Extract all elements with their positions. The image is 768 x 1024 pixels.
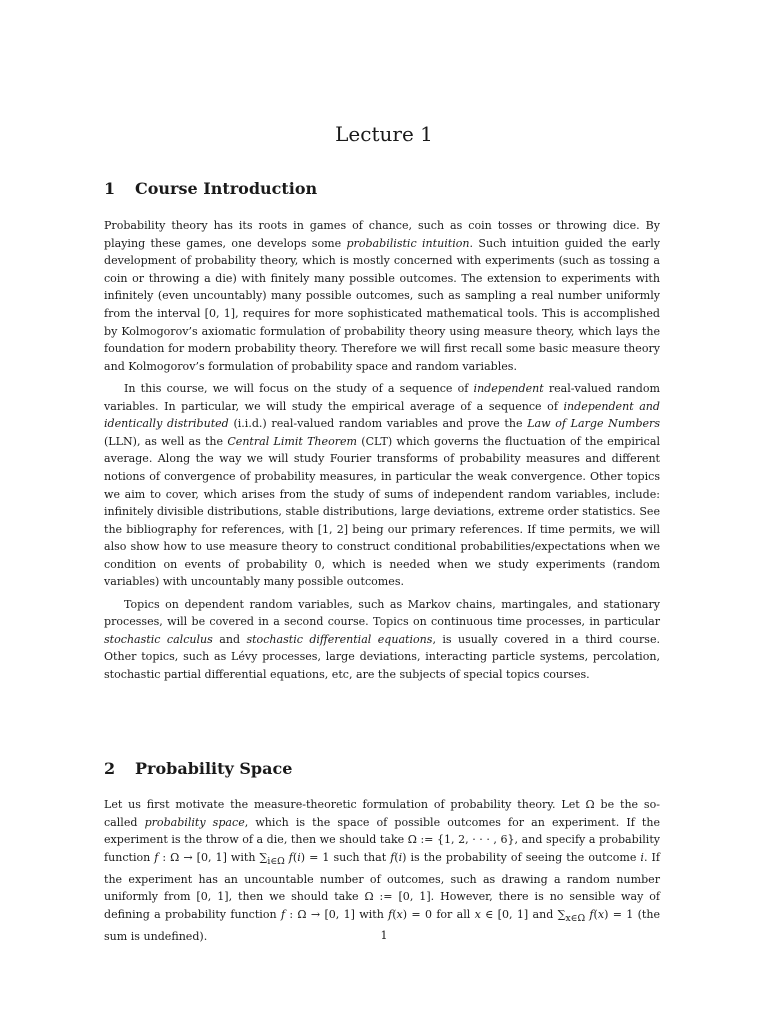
text-run: ) is the probability of seeing the outcome <box>402 850 641 864</box>
subscript-text: x∈Ω <box>565 912 586 924</box>
text-run: . Such intuition guided the early development of probability theory, which is mostly concerned with experiments (such as tossing a coin or throwing a die) with finitely many possible outcomes. The extension to experiments with infinitely (even uncountably) many possible outcomes, such as sampling a real number uniformly from the interval [0, 1], requires for more sophisticated mathematical tools. This is accomplished by Kolmogorov’s axiomatic formulation of probability theory using measure theory, which lays the foundation for modern probability theory. Therefore we will first recall some basic measure theory and Kolmogorov’s formulation of probability space and random variables. <box>104 236 660 373</box>
text-run: ∈ [0, 1] and ∑ <box>480 907 566 921</box>
emphasis-text: probabilistic intuition <box>346 236 470 250</box>
section-title: Probability Space <box>135 759 293 778</box>
text-run: Topics on dependent random variables, such as Markov chains, martingales, and stationary processes, will be covered in a second course. Topics on continuous time processes, in particular <box>104 597 660 629</box>
paragraph <box>104 596 660 684</box>
text-run: (LLN), as well as the <box>104 434 228 448</box>
text-run: ( <box>593 907 598 921</box>
text-run: ) = 1 such that <box>300 850 391 864</box>
text-run: and <box>212 632 247 646</box>
section-title: Course Introduction <box>135 179 318 198</box>
emphasis-text: f <box>288 850 293 864</box>
section-body-course-introduction <box>104 217 660 688</box>
text-run: ( <box>292 850 298 864</box>
emphasis-text: Central Limit Theorem <box>227 434 358 448</box>
section-heading-probability-space <box>104 758 664 780</box>
emphasis-text: f <box>154 850 159 864</box>
text-run: . If the experiment has an uncountable number of outcomes, such as drawing a random number uniformly from [0, 1], then we should take Ω := [0, 1]. However, there is no sensible way of defining a probability function <box>104 850 660 921</box>
subscript-text: i∈Ω <box>267 855 285 867</box>
lecture-title: Lecture 1 <box>335 122 433 146</box>
emphasis-text: x <box>396 907 403 921</box>
emphasis-text: probability space <box>144 815 245 829</box>
section-number: 1 <box>104 179 116 198</box>
emphasis-text: x <box>597 907 605 921</box>
paragraph <box>104 380 660 591</box>
section-heading-course-introduction <box>104 178 664 200</box>
emphasis-text: x <box>474 907 481 921</box>
text-run: : Ω → [0, 1] with <box>285 907 389 921</box>
emphasis-text: independent and identically distributed <box>104 399 660 431</box>
emphasis-text: stochastic differential equations <box>246 632 433 646</box>
emphasis-text: independent <box>473 381 544 395</box>
text-run: ) = 1 (the sum is undefined). <box>104 907 661 943</box>
page-number: 1 <box>380 929 388 942</box>
section-number: 2 <box>104 759 116 778</box>
text-run: , is usually covered in a third course. Other topics, such as Lévy processes, large deviations, interacting particle systems, percolation, stochastic partial differential equations, etc, are the subjects of special topics courses. <box>104 632 660 682</box>
text-run: Let us first motivate the measure-theoretic formulation of probability theory. Let Ω be the so-called <box>104 798 660 829</box>
text-run: In this course, we will focus on the study of a sequence of <box>124 381 474 395</box>
emphasis-text: i <box>297 850 301 864</box>
emphasis-text: f <box>589 907 594 921</box>
text-run: (i.i.d.) real-valued random variables and prove the <box>228 417 528 431</box>
emphasis-text: f <box>388 907 393 921</box>
text-run: Probability theory has its roots in games of chance, such as coin tosses or throwing dice. By playing these games, one develops some <box>104 219 660 250</box>
section-body-probability-space <box>104 796 660 950</box>
emphasis-text: Law of Large Numbers <box>527 417 660 431</box>
text-run: ) = 0 for all <box>402 907 475 921</box>
emphasis-text: f <box>280 907 286 921</box>
text-run: : Ω → [0, 1] with ∑ <box>158 850 268 864</box>
paragraph <box>104 217 660 375</box>
text-run: , which is the space of possible outcomes for an experiment. If the experiment is the throw of a die, then we should take Ω := {1, 2, · · · , 6}, and specify a probability function <box>104 815 660 864</box>
emphasis-text: i <box>640 850 644 864</box>
text-run: real-valued random variables. In particular, we will study the empirical average of a sequence of <box>104 381 660 413</box>
emphasis-text: i <box>398 850 403 864</box>
emphasis-text: stochastic calculus <box>104 632 213 646</box>
text-run: ( <box>394 850 399 864</box>
text-run: (CLT) which governs the fluctuation of the empirical average. Along the way we will study Fourier transforms of probability measures and different notions of convergence of probability measures, in particular the weak convergence. Other topics we aim to cover, which arises from the study of sums of independent random variables, include: infinitely divisible distributions, stable distributions, large deviations, extreme order statistics. See the bibliography for references, with [1, 2] being our primary references. If time permits, we will also show how to use measure theory to construct conditional probabilities/expectations when we condition on events of probability 0, which is needed when we study experiments (random variables) with uncountably many possible outcomes. <box>104 434 660 589</box>
emphasis-text: f <box>390 850 395 864</box>
text-run: ( <box>392 907 397 921</box>
paragraph <box>104 796 660 945</box>
